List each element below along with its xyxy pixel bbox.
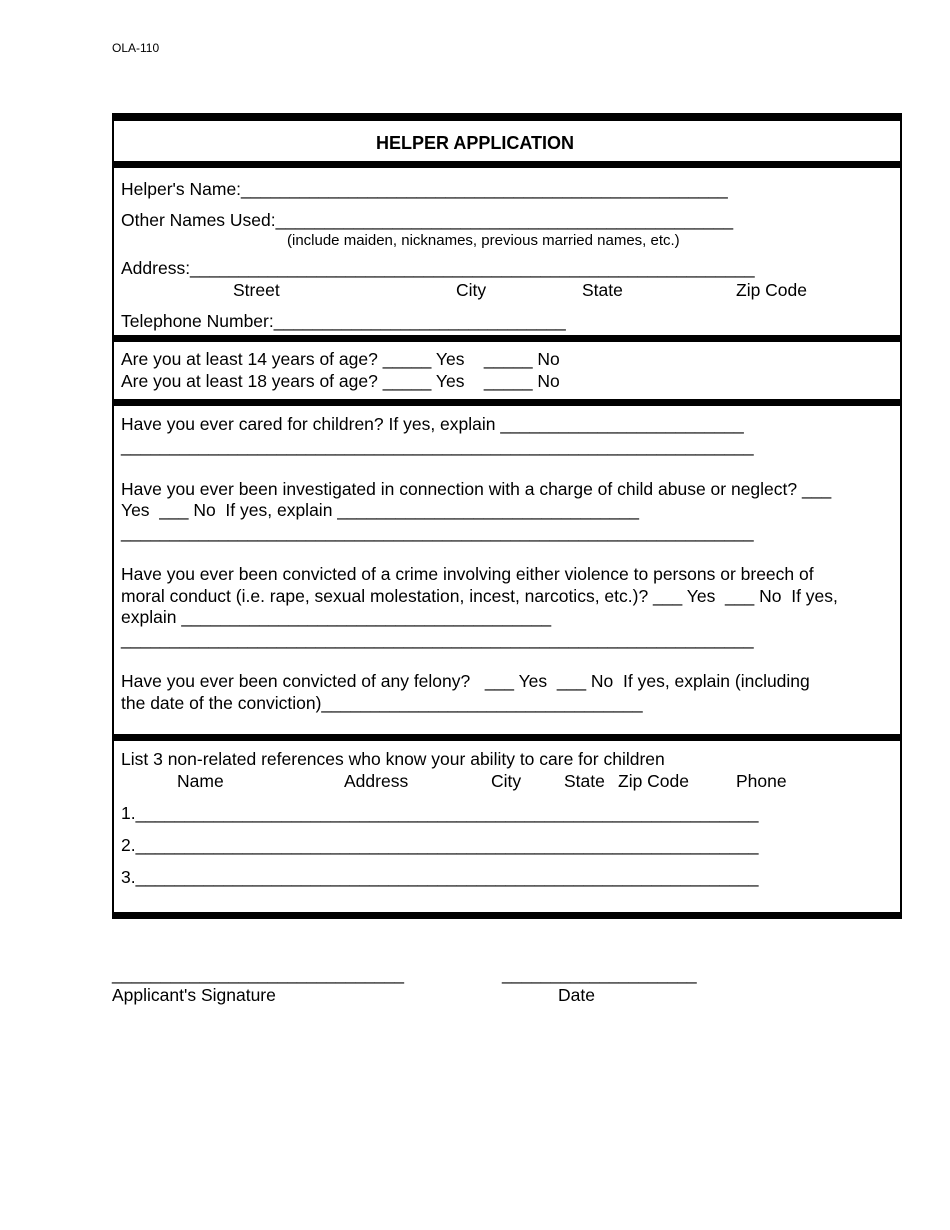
crime-yes-no[interactable]: moral conduct (i.e. rape, sexual molestation, incest, narcotics, etc.)? ___ Yes ___ No If yes, — [121, 586, 838, 606]
age-14-question[interactable]: Are you at least 14 years of age? _____ Yes _____ No — [121, 349, 560, 369]
abuse-yes-no[interactable]: Yes ___ No If yes, explain _______________________________ — [121, 500, 640, 520]
ref-col-address: Address — [344, 771, 409, 791]
address-label-street: Street — [233, 280, 280, 300]
abuse-question[interactable]: Have you ever been investigated in connection with a charge of child abuse or neglect? ___ — [121, 479, 832, 499]
cared-children-answer-line[interactable]: _________________________________________________________________ — [121, 436, 754, 456]
page-title: HELPER APPLICATION — [375, 133, 574, 153]
divider-top — [112, 113, 902, 121]
date-label: Date — [558, 985, 595, 1005]
reference-row-1[interactable]: 1.________________________________________________________________ — [121, 803, 759, 823]
address-label-state: State — [582, 280, 623, 300]
address-field[interactable]: Address:__________________________________________________________ — [121, 258, 755, 278]
helper-name-field[interactable]: Helper's Name:__________________________________________________ — [121, 179, 728, 199]
reference-row-3[interactable]: 3.________________________________________________________________ — [121, 867, 759, 887]
ref-col-phone: Phone — [736, 771, 787, 791]
crime-explain[interactable]: explain ______________________________________ — [121, 607, 552, 627]
ref-col-name: Name — [177, 771, 224, 791]
ref-col-state: State — [564, 771, 605, 791]
form-code: OLA-110 — [112, 41, 160, 55]
telephone-field[interactable]: Telephone Number:______________________________ — [121, 311, 566, 331]
divider-bottom — [112, 912, 902, 919]
address-label-city: City — [456, 280, 487, 300]
reference-row-2[interactable]: 2.________________________________________________________________ — [121, 835, 759, 855]
divider-title — [112, 161, 902, 168]
divider-history — [112, 734, 902, 741]
divider-age — [112, 399, 902, 406]
other-names-field[interactable]: Other Names Used:_______________________________________________ — [121, 210, 734, 230]
references-intro: List 3 non-related references who know your ability to care for children — [121, 749, 665, 769]
crime-question: Have you ever been convicted of a crime involving either violence to persons or breech of — [121, 564, 814, 584]
cared-children-question[interactable]: Have you ever cared for children? If yes, explain _________________________ — [121, 414, 744, 434]
signature-label: Applicant's Signature — [112, 985, 276, 1005]
abuse-answer-line[interactable]: _________________________________________________________________ — [121, 522, 754, 542]
signature-line[interactable]: ______________________________ — [112, 964, 404, 984]
address-label-zip: Zip Code — [736, 280, 808, 300]
ref-col-city: City — [491, 771, 522, 791]
other-names-hint: (include maiden, nicknames, previous married names, etc.) — [287, 232, 680, 249]
felony-question[interactable]: Have you ever been convicted of any felony? ___ Yes ___ No If yes, explain (including — [121, 671, 810, 691]
felony-date-line[interactable]: the date of the conviction)_________________________________ — [121, 693, 643, 713]
crime-answer-line[interactable]: _________________________________________________________________ — [121, 629, 754, 649]
date-line[interactable]: ____________________ — [502, 964, 697, 984]
age-18-question[interactable]: Are you at least 18 years of age? _____ Yes _____ No — [121, 371, 560, 391]
divider-identity — [112, 335, 902, 342]
ref-col-zip: Zip Code — [618, 771, 690, 791]
